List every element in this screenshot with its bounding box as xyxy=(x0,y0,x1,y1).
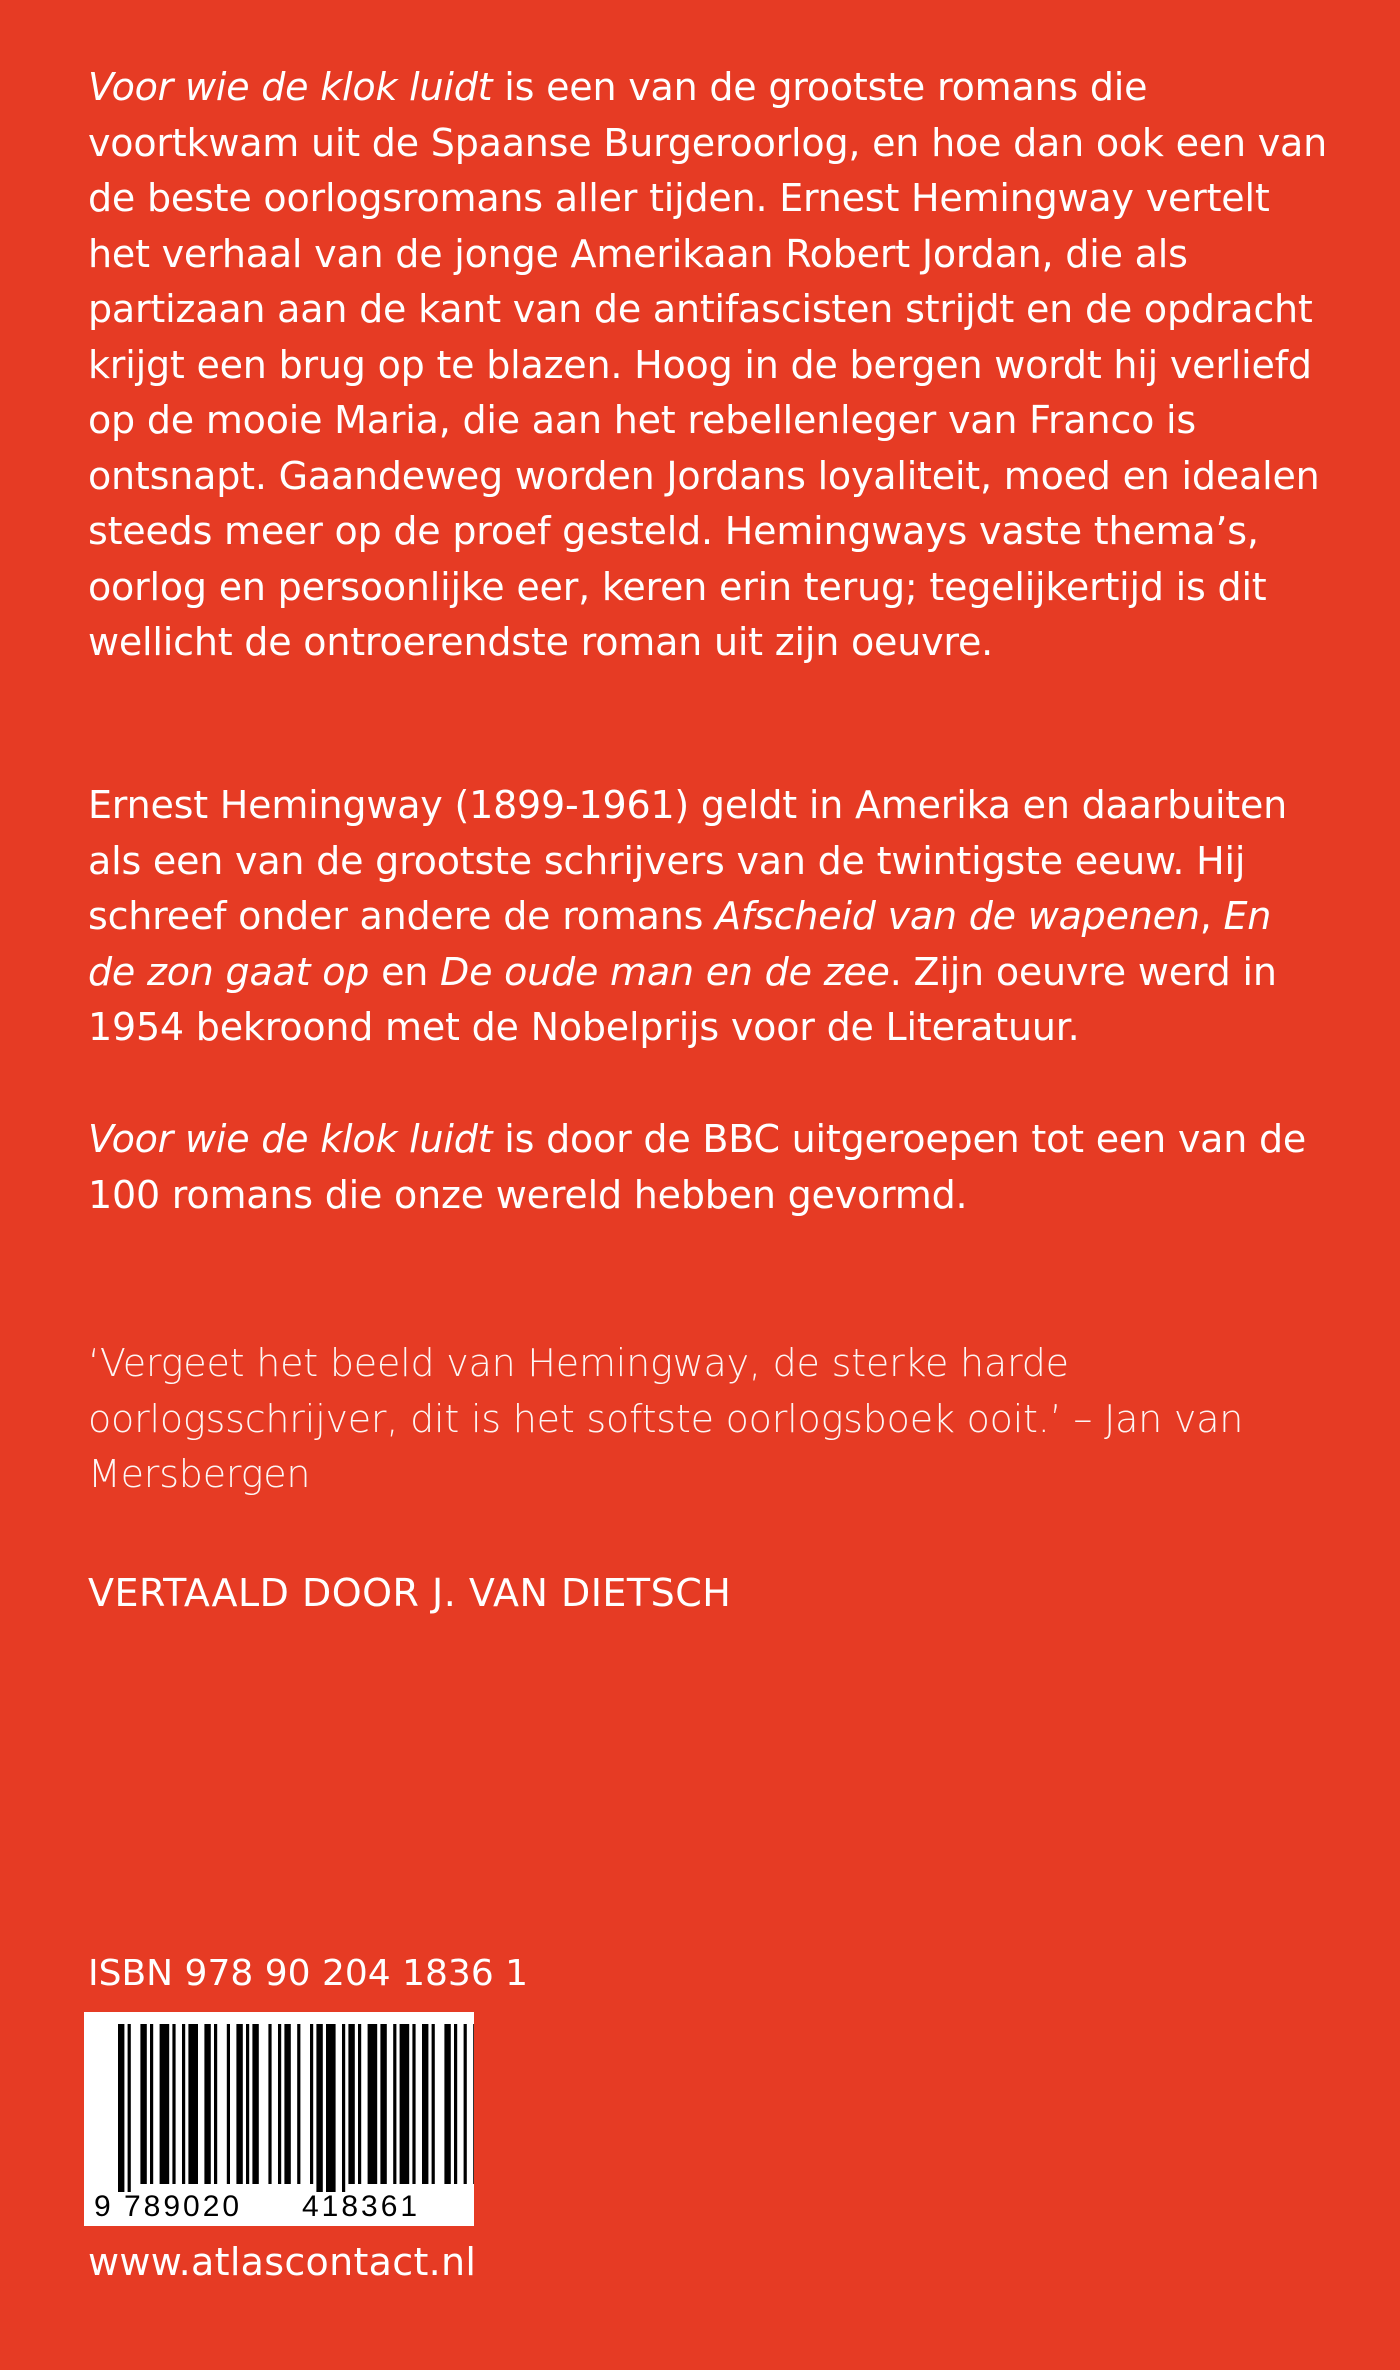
barcode-bar xyxy=(204,2024,210,2184)
barcode-bar xyxy=(172,2024,175,2184)
bio-text-start: Ernest Hemingway (1899-1961) geldt in Amerika en daarbuiten als een van de grootste schrijvers van de twintigste eeuw. Hij schreef onder andere de romans xyxy=(88,783,1288,938)
barcode-bar xyxy=(412,2024,415,2184)
barcode-bar xyxy=(358,2024,361,2184)
barcode-bar xyxy=(342,2024,345,2192)
barcode-bar xyxy=(150,2024,153,2184)
barcode-bar xyxy=(214,2024,217,2184)
bio-separator: , xyxy=(1199,894,1224,938)
barcode-bar xyxy=(432,2024,435,2184)
translator-credit: VERTAALD DOOR J. VAN DIETSCH xyxy=(88,1571,732,1615)
review-quote: ‘Vergeet het beeld van Hemingway, de sterke harde oorlogsschrijver, dit is het softste oorlogsboek ooit.’ – Jan van Mersbergen xyxy=(88,1341,1244,1496)
barcode-bar xyxy=(422,2024,428,2184)
barcode-bar xyxy=(278,2024,281,2184)
barcode-bar xyxy=(252,2024,258,2184)
barcode-bar xyxy=(400,2024,410,2184)
book-title-italic: Voor wie de klok luidt xyxy=(88,65,493,109)
bbc-book-title-italic: Voor wie de klok luidt xyxy=(88,1117,493,1161)
barcode-bar xyxy=(348,2024,354,2184)
barcode-bar xyxy=(227,2024,230,2184)
barcode-bar xyxy=(118,2024,124,2192)
barcode-left-digits: 789020 xyxy=(124,2190,243,2223)
description-text: is een van de grootste romans die voortkwam uit de Spaanse Burgeroorlog, en hoe dan ook een van de beste oorlogsromans aller tijden. Ernest Hemingway vertelt het verhaal van de jonge Amerikaan Robert Jordan, die als partizaan aan de kant van de antifascisten strijdt en de opdracht krijgt een brug op te blazen. Hoog in de bergen wordt hij verliefd op de mooie Maria, die aan het rebellenleger van Franco is ontsnapt. Gaandeweg worden Jordans loyaliteit, moed en idealen steeds meer op de proef gesteld. Hemingways vaste thema’s, oorlog en persoonlijke eer, keren erin terug; tegelijkertijd is dit wellicht de ontroerendste roman uit zijn oeuvre. xyxy=(88,65,1327,664)
barcode-bar xyxy=(128,2024,131,2192)
barcode-right-digits: 418361 xyxy=(302,2190,421,2223)
barcode-bar xyxy=(160,2024,170,2184)
barcode-bar xyxy=(464,2024,467,2184)
barcode-bar xyxy=(316,2024,322,2192)
barcode-bar xyxy=(246,2024,249,2184)
publisher-website[interactable]: www.atlascontact.nl xyxy=(88,2240,477,2284)
barcode-bar xyxy=(188,2024,198,2184)
isbn: ISBN 978 90 204 1836 1 xyxy=(88,1953,529,1994)
author-bio xyxy=(88,778,1328,1056)
bbc-note xyxy=(88,1112,1328,1223)
barcode-bar xyxy=(393,2024,396,2184)
book-title-zon: En de zon gaat op xyxy=(88,894,1272,994)
barcode-bar xyxy=(380,2024,386,2184)
barcode-bar xyxy=(310,2024,313,2184)
bbc-text: is door de BBC uitgeroepen tot een van de 100 romans die onze wereld hebben gevormd. xyxy=(88,1117,1307,1217)
barcode-bar xyxy=(284,2024,290,2184)
barcode-bar xyxy=(268,2024,271,2184)
barcode-bar xyxy=(297,2024,300,2184)
book-title-afscheid: Afscheid van de wapenen xyxy=(715,894,1200,938)
barcode-bar xyxy=(444,2024,450,2184)
bio-separator: en xyxy=(369,949,441,994)
barcode-bar xyxy=(454,2024,457,2184)
barcode xyxy=(84,2012,474,2226)
book-title-oude-man: De oude man en de zee xyxy=(440,949,890,994)
barcode-bar xyxy=(473,2024,474,2184)
barcode-first-digit: 9 xyxy=(94,2190,111,2223)
barcode-bar xyxy=(182,2024,185,2184)
barcode-bar xyxy=(368,2024,378,2184)
barcode-bars xyxy=(84,2012,474,2226)
book-description xyxy=(88,60,1328,671)
bio-text-end: . Zijn oeuvre werd in 1954 bekroond met de Nobelprijs voor de Literatuur. xyxy=(88,949,1277,1049)
barcode-bar xyxy=(140,2024,146,2184)
barcode-bar xyxy=(326,2024,336,2192)
barcode-bar xyxy=(236,2024,242,2184)
